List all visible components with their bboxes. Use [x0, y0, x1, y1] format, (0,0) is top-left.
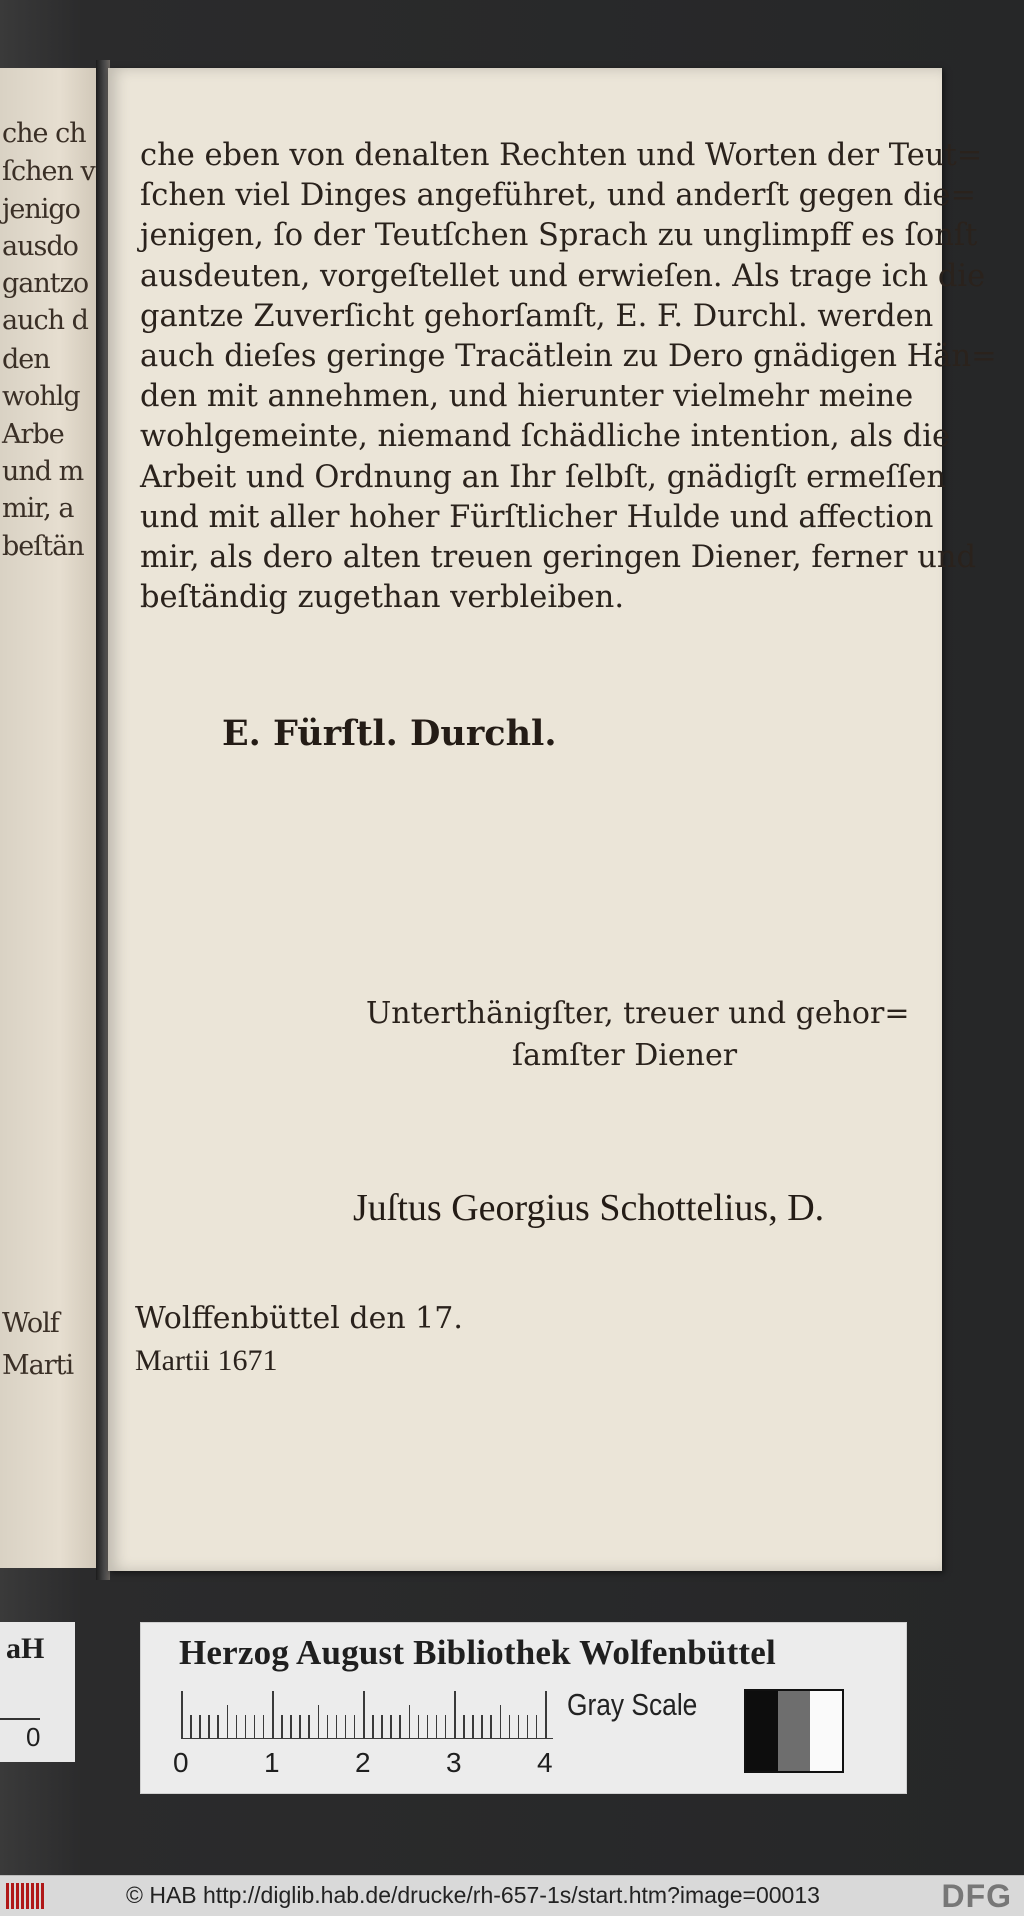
ruler-tick: [536, 1715, 538, 1739]
ruler-number: 3: [446, 1747, 462, 1778]
body-line: gantze Zuverſicht gehorſamſt, E. F. Durchl. werden: [140, 298, 934, 334]
ruler-number: 0: [173, 1747, 189, 1778]
previous-page-line: gantzo: [2, 268, 89, 299]
ruler-tick: [318, 1705, 320, 1739]
signature-name: Juſtus Georgius Schottelius, D.: [353, 1187, 825, 1229]
ruler-tick: [372, 1715, 374, 1739]
previous-page-line: jenigo: [2, 194, 80, 225]
salutation: E. Fürſtl. Durchl.: [222, 713, 557, 754]
ruler-tick: [472, 1715, 474, 1739]
ruler-tick: [181, 1691, 183, 1739]
body-line: beſtändig zugethan verbleiben.: [140, 580, 625, 616]
footer-bar: [0, 1875, 1024, 1916]
ruler-tick: [545, 1691, 547, 1739]
previous-page-line: ſchen v: [2, 156, 95, 187]
ruler-tick: [445, 1715, 447, 1739]
ruler-number: 4: [537, 1747, 553, 1778]
ruler-tick: [272, 1691, 274, 1739]
ruler-tick: [527, 1715, 529, 1739]
body-line: mir, als dero alten treuen geringen Diener, ferner und: [140, 540, 977, 576]
ruler-tick: [390, 1715, 392, 1739]
ruler-tick: [254, 1715, 256, 1739]
ruler-tick: [199, 1715, 201, 1739]
ruler-tick: [490, 1715, 492, 1739]
ruler-number: 1: [264, 1747, 280, 1778]
date-place: Wolffenbüttel den 17.: [135, 1301, 463, 1336]
ruler-tick: [217, 1715, 219, 1739]
scale-card-fragment: [0, 1622, 75, 1762]
scale-card-fragment-number: 0: [26, 1722, 41, 1752]
previous-page-line: ausdo: [2, 231, 78, 262]
previous-page-line: beſtän: [2, 531, 84, 562]
body-line: wohlgemeinte, niemand ſchädliche intention, als die: [140, 419, 950, 455]
gray-swatch: [746, 1691, 778, 1771]
body-text: [140, 136, 997, 618]
previous-page-line: Marti: [2, 1350, 74, 1381]
body-line: che eben von denalten Rechten und Worten der Teut=: [140, 138, 983, 173]
body-line: auch dieſes geringe Tracätlein zu Dero gnädigen Hän=: [140, 339, 997, 375]
ruler-tick: [518, 1715, 520, 1739]
ruler-tick: [436, 1715, 438, 1739]
ruler-tick: [399, 1715, 401, 1739]
ruler-tick: [227, 1705, 229, 1739]
body-line: Arbeit und Ordnung an Ihr ſelbſt, gnädigſt ermeſſen: [140, 459, 946, 495]
body-line: ſchen viel Dinges angeführet, und anderſt gegen die=: [140, 178, 977, 214]
ruler-tick: [345, 1715, 347, 1739]
previous-page-line: und m: [2, 456, 84, 487]
scale-card-title: Herzog August Bibliothek Wolfenbüttel: [179, 1633, 776, 1672]
book-page: [108, 68, 997, 1571]
ruler-tick: [299, 1715, 301, 1739]
ruler-tick: [381, 1715, 383, 1739]
ruler-tick: [208, 1715, 210, 1739]
gray-scale-swatches: [744, 1689, 844, 1773]
gray-swatch: [810, 1691, 842, 1771]
ruler-tick: [245, 1715, 247, 1739]
signature-title-line1: Unterthänigſter, treuer und gehor=: [366, 996, 910, 1031]
ruler-tick: [354, 1715, 356, 1739]
ruler-tick: [500, 1705, 502, 1739]
ruler-tick: [509, 1715, 511, 1739]
signature-title: [366, 993, 909, 1077]
scale-card-fragment-ruler: [0, 1688, 40, 1720]
ruler-tick: [336, 1715, 338, 1739]
previous-page-line: che ch: [2, 118, 86, 149]
ruler-tick: [427, 1715, 429, 1739]
ruler-tick: [281, 1715, 283, 1739]
previous-page-line: Wolf: [2, 1308, 59, 1339]
body-line: jenigen, ſo der Teutſchen Sprach zu unglimpff es ſonſt: [140, 218, 978, 254]
ruler-tick: [418, 1715, 420, 1739]
scale-card-fragment-title: aH: [6, 1632, 45, 1665]
ruler-tick: [308, 1715, 310, 1739]
ruler-tick: [363, 1691, 365, 1739]
previous-page-line: wohlg: [2, 381, 80, 412]
ruler-tick: [409, 1705, 411, 1739]
measurement-ruler: [181, 1691, 553, 1739]
color-scale-card: [140, 1622, 907, 1794]
body-line: und mit aller hoher Fürſtlicher Hulde und affection: [140, 499, 934, 535]
previous-page-line: den: [2, 344, 50, 375]
body-line: den mit annehmen, und hierunter vielmehr meine: [140, 379, 914, 415]
footer-copyright-link[interactable]: © HAB http://diglib.hab.de/drucke/rh-657-1s/start.htm?image=00013: [126, 1882, 820, 1908]
ruler-tick: [190, 1715, 192, 1739]
previous-page-line: mir, a: [2, 493, 74, 524]
ruler-tick: [481, 1715, 483, 1739]
ruler-tick: [463, 1715, 465, 1739]
date-year: Martii 1671: [135, 1344, 278, 1377]
hab-logo-icon: [6, 1883, 46, 1909]
gray-swatch: [778, 1691, 810, 1771]
ruler-tick: [236, 1715, 238, 1739]
ruler-tick: [454, 1691, 456, 1739]
previous-page-fragment: [0, 68, 100, 1568]
gray-scale-label: Gray Scale: [567, 1687, 698, 1722]
ruler-number: 2: [355, 1747, 371, 1778]
body-line: ausdeuten, vorgeſtellet und erwieſen. Als trage ich die: [140, 258, 986, 294]
ruler-tick: [290, 1715, 292, 1739]
previous-page-line: Arbe: [2, 419, 64, 450]
ruler-tick: [327, 1715, 329, 1739]
previous-page-line: auch d: [2, 305, 88, 336]
signature-title-line2: ſamſter Diener: [512, 1038, 738, 1073]
ruler-tick: [263, 1715, 265, 1739]
dfg-logo: DFG: [941, 1878, 1012, 1914]
